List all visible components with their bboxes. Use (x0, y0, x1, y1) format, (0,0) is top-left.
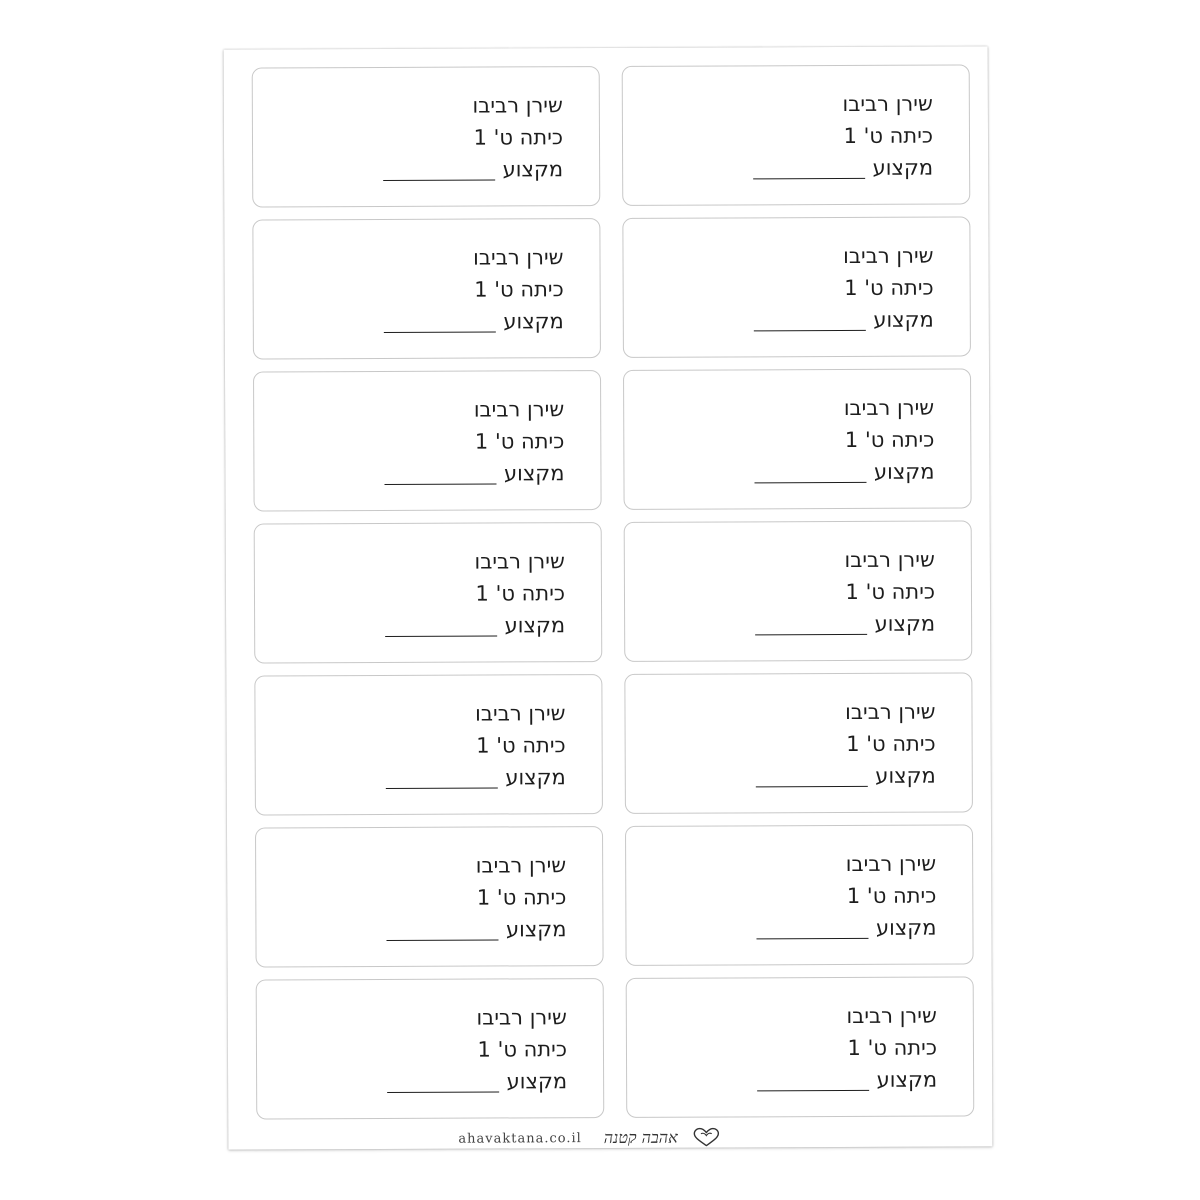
label-field: מקצוע (503, 461, 565, 486)
label-field-row (624, 304, 934, 337)
label-card (622, 216, 971, 358)
label-class: כיתה ט' 1 (476, 885, 567, 910)
footer-url: ahavaktana.co.il (458, 1130, 582, 1147)
label-card (624, 672, 973, 814)
label-field-row (256, 913, 566, 946)
label-class: כיתה ט' 1 (474, 429, 565, 454)
fill-in-line (756, 937, 868, 939)
label-name: שירן רביבו (472, 93, 563, 118)
label-card (255, 826, 604, 968)
fill-in-line (384, 482, 496, 484)
label-field: מקצוע (875, 915, 937, 940)
footer-brand: אהבה קטנה (603, 1127, 678, 1148)
label-field-row (626, 912, 936, 945)
label-field-row (255, 609, 565, 642)
label-name: שירן רביבו (845, 699, 936, 724)
label-card (254, 522, 603, 664)
fill-in-line (385, 634, 497, 636)
label-name: שירן רביבו (473, 397, 565, 422)
fill-in-line (387, 1090, 499, 1092)
fill-in-line (383, 178, 495, 180)
label-field: מקצוע (873, 307, 934, 332)
label-class: כיתה ט' 1 (473, 125, 564, 150)
label-field: מקצוע (505, 917, 567, 942)
label-field: מקצוע (506, 1069, 568, 1094)
label-name: שירן רביבו (843, 395, 935, 420)
label-field-row (623, 152, 933, 185)
label-card (626, 976, 975, 1118)
label-name: שירן רביבו (845, 851, 937, 876)
fill-in-line (386, 938, 498, 940)
label-card (253, 370, 602, 512)
label-field-row (626, 760, 936, 793)
fill-in-line (757, 1089, 869, 1091)
label-name: שירן רביבו (474, 549, 565, 574)
label-name: שירן רביבו (475, 701, 566, 726)
label-class: כיתה ט' 1 (844, 275, 934, 300)
label-name: שירן רביבו (843, 243, 934, 268)
fill-in-line (753, 329, 865, 331)
label-field: מקצוע (873, 459, 935, 484)
label-card (252, 218, 601, 360)
label-sheet (224, 46, 993, 1149)
label-field: מקצוע (503, 309, 564, 334)
fill-in-line (753, 177, 865, 179)
label-name: שירן רביבו (844, 547, 935, 572)
label-field: מקצוע (505, 765, 566, 790)
label-field-row (624, 456, 934, 489)
label-class: כיתה ט' 1 (475, 581, 566, 606)
label-field-row (253, 153, 563, 186)
label-field: מקצוע (872, 155, 934, 180)
label-card (256, 978, 605, 1120)
heart-outline-icon (692, 1127, 722, 1149)
label-class: כיתה ט' 1 (476, 733, 566, 758)
label-name: שירן רביבו (476, 1005, 567, 1030)
label-card (624, 520, 973, 662)
label-card (622, 64, 971, 206)
fill-in-line (385, 786, 497, 788)
label-field: מקצוע (876, 1067, 938, 1092)
label-field: מקצוע (874, 611, 936, 636)
label-field-row (254, 457, 564, 490)
label-field: מקצוע (504, 613, 566, 638)
label-field-row (627, 1064, 937, 1097)
fill-in-line (755, 785, 867, 787)
label-card (625, 824, 974, 966)
label-field: מקצוע (502, 157, 564, 182)
label-class: כיתה ט' 1 (845, 579, 936, 604)
label-class: כיתה ט' 1 (843, 123, 934, 148)
label-card (252, 66, 601, 208)
label-class: כיתה ט' 1 (474, 277, 564, 302)
label-name: שירן רביבו (842, 91, 933, 116)
label-field-row (625, 608, 935, 641)
label-card (623, 368, 972, 510)
label-field-row (257, 1065, 567, 1098)
sheet-footer (458, 1125, 721, 1152)
label-class: כיתה ט' 1 (846, 731, 936, 756)
label-name: שירן רביבו (475, 853, 567, 878)
label-card (254, 674, 603, 816)
label-class: כיתה ט' 1 (844, 427, 935, 452)
label-class: כיתה ט' 1 (847, 1035, 938, 1060)
label-name: שירן רביבו (846, 1003, 937, 1028)
label-field: מקצוע (875, 763, 936, 788)
label-class: כיתה ט' 1 (846, 883, 937, 908)
label-field-row (256, 761, 566, 794)
label-field-row (254, 305, 564, 338)
label-grid (252, 64, 975, 1119)
fill-in-line (755, 633, 867, 635)
fill-in-line (754, 481, 866, 483)
label-class: כיתה ט' 1 (477, 1037, 568, 1062)
fill-in-line (383, 330, 495, 332)
label-name: שירן רביבו (473, 245, 564, 270)
